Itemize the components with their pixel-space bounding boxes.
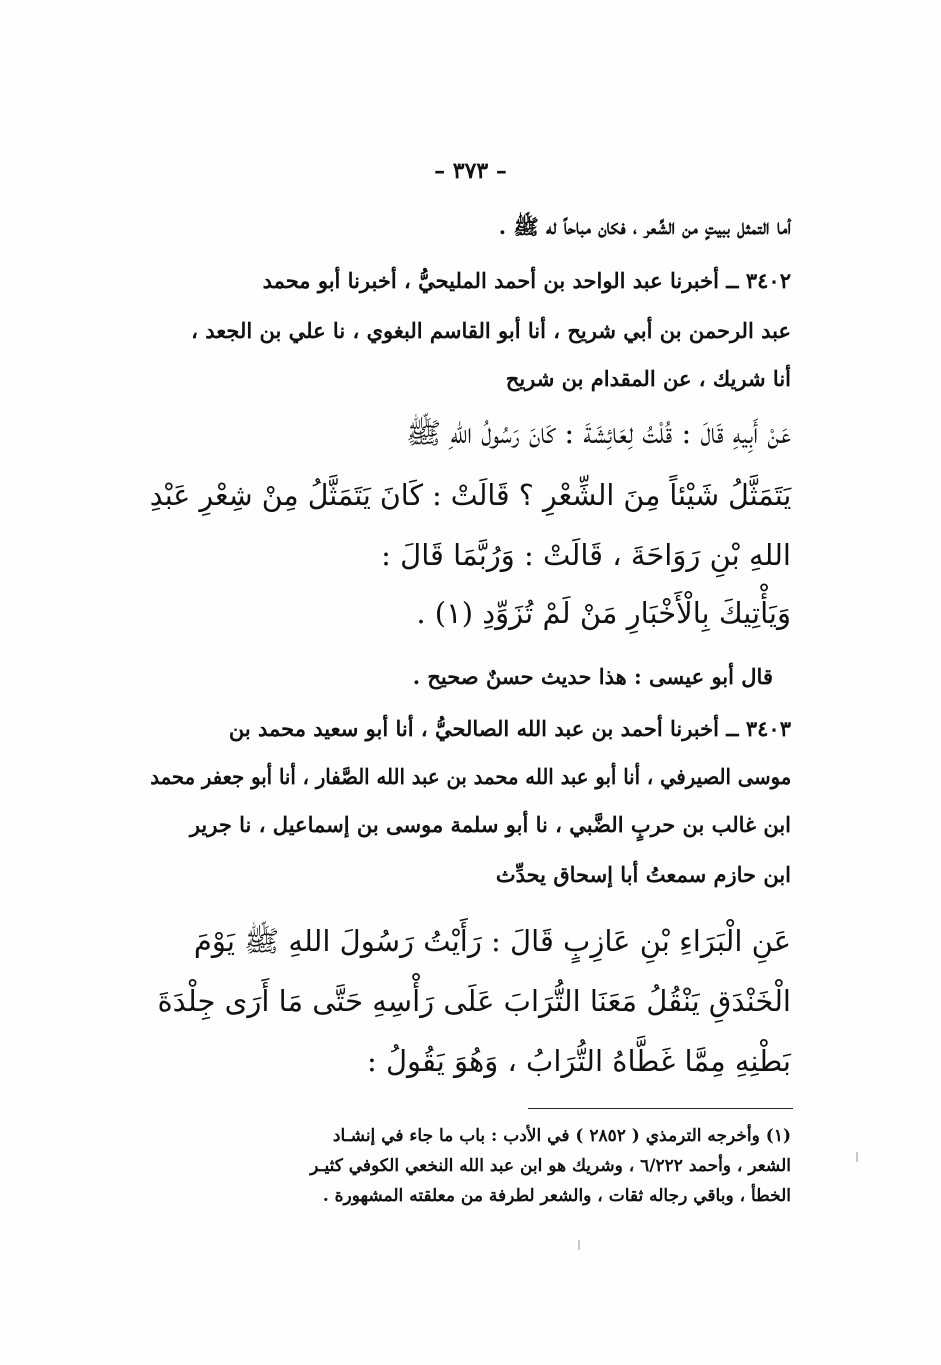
poetry-verse: وَيَأْتِيكَ بِالْأَخْبَارِ مَنْ لَمْ تُزَوِّدِ (١) . <box>416 596 791 630</box>
footnote-line-1: (١) وأخرجه الترمذي ( ٢٨٥٢ ) في الأدب : باب ما جاء في إنشـاد <box>332 1126 791 1146</box>
hadith-3402-isnad-line-3: أنا شريك ، عن المقدام بن شريح <box>505 366 791 391</box>
hadith-3403-matn-line-2: الْخَنْدَقِ يَنْقُلُ مَعَنَا التُّرَابَ عَلَى رَأْسِهِ حَتَّى مَا أَرَى جِلْدَةَ <box>157 984 791 1018</box>
hadith-3402-isnad-line-1: ٣٤٠٢ ــ أخبرنا عبد الواحد بن أحمد المليحيُّ ، أخبرنا أبو محمد <box>262 268 791 293</box>
hadith-3402-isnad-line-2: عبد الرحمن بن أبي شريح ، أنا أبو القاسم البغوي ، نا علي بن الجعد ، <box>191 318 791 343</box>
hadith-grading: قال أبو عيسى : هذا حديث حسنٌ صحيح . <box>412 664 773 689</box>
footnote-separator <box>528 1108 793 1109</box>
hadith-3402-matn-line-3: اللهِ بْنِ رَوَاحَةَ ، قَالَتْ : وَرُبَّمَا قَالَ : <box>381 538 791 572</box>
hadith-3403-matn-line-3: بَطْنِهِ مِمَّا غَطَّاهُ التُّرَابُ ، وَهُوَ يَقُولُ : <box>366 1044 791 1078</box>
footnote-line-2: الشعر ، وأحمد ٦/٢٢٢ ، وشريك هو ابن عبد الله النخعي الكوفي كثيـر <box>310 1156 791 1176</box>
hadith-3403-isnad-line-3: ابن غالب بن حربٍ الضَّبي ، نا أبو سلمة موسى بن إسماعيل ، نا جرير <box>189 812 791 837</box>
hadith-3403-isnad-line-4: ابن حازم سمعتُ أبا إسحاق يحدِّث <box>495 862 791 887</box>
hadith-3402-matn-line-1: عَنْ أَبِيهِ قَالَ : قُلْتُ لِعَائِشَةَ : كَانَ رَسُولُ اللهِ ﷺ <box>406 416 791 450</box>
scan-speck <box>856 1152 858 1162</box>
intro-line: أما التمثل ببيتٍ من الشِّعر ، فكان مباحاً له ﷺ . <box>498 214 791 239</box>
hadith-3402-matn-line-2: يَتَمَثَّلُ شَيْئاً مِنَ الشِّعْرِ ؟ قَالَتْ : كَانَ يَتَمَثَّلُ مِنْ شِعْرِ عَبْدِ <box>149 478 791 512</box>
hadith-3403-matn-line-1: عَنِ الْبَرَاءِ بْنِ عَازِبٍ قَالَ : رَأَيْتُ رَسُولَ اللهِ ﷺ يَوْمَ <box>193 924 791 958</box>
page-number: – ٣٧٣ – <box>434 158 507 184</box>
hadith-3403-isnad-line-1: ٣٤٠٣ ــ أخبرنا أحمد بن عبد الله الصالحيُّ ، أنا أبو سعيد محمد بن <box>228 716 791 741</box>
hadith-3403-isnad-line-2: موسى الصيرفي ، أنا أبو عبد الله محمد بن عبد الله الصَّفار ، أنا أبو جعفر محمد <box>150 764 791 789</box>
scan-speck <box>578 1240 580 1250</box>
footnote-line-3: الخطأ ، وباقي رجاله ثقات ، والشعر لطرفة من معلقته المشهورة . <box>322 1186 791 1206</box>
